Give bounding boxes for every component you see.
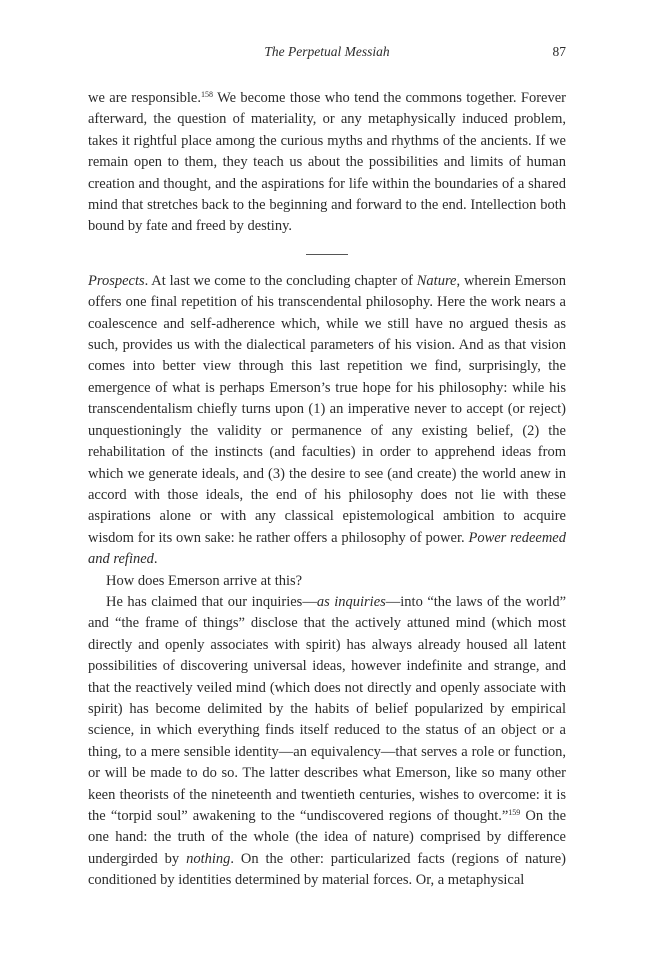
paragraph-1-text-a: we are responsible.: [88, 90, 201, 106]
section-divider: [306, 254, 348, 255]
section-lead-prospects: Prospects: [88, 272, 145, 289]
paragraph-2-text-c: .: [153, 551, 158, 568]
running-title: The Perpetual Messiah: [264, 44, 390, 59]
paragraph-4-text-c: On the one hand: the truth of the whole (the idea of nature) comprised by difference undergirded by: [88, 808, 567, 867]
paragraph-4-text-b: —into “the laws of the world” and “the frame of things” disclose that the actively attuned mind (which most directly and openly associates with spirit) has always already housed all latent possibilities of discovering universal ideas, however indefinite and strange, and that the reactively veiled mind (which does not directly and openly associate with spirit) has become delimited by the habits of belief popularized by empirical science, in which everything finds itself reduced to the status of an object or a thing, to a mere sensible identity—an equivalency—that serves a role or function, or will be made to do so. The latter describes what Emerson, like so many other keen theorists of the nineteenth and twentieth centuries, wishes to overcome: it is the “torpid soul” awakening to the “undiscovered regions of thought.”: [88, 593, 567, 824]
footnote-ref-158: 158: [200, 90, 213, 99]
paragraph-2-text-b: , wherein Emerson offers one final repetition of his transcendental philosophy. Here the work nears a coalescence and self-adherence which, while we still have no argued thesis as such, provides us with the dialectical parameters of his vision. And as that vision comes into better view through this last repetition we find, surprisingly, the emergence of what is perhaps Emerson’s true hope for his philosophy: while his transcendentalism chiefly turns upon (1) an imperative never to accept (or reject) unquestioningly the validity or permanence of any existing belief, (2) the rehabilitation of the instincts (and faculties) in order to apprehend ideas from which we generate ideals, and (3) the desire to see (and create) the world anew in accord with those ideals, the end of his philosophy does not lie with these aspirations alone or with any classical epistemological ambition to acquire wisdom for its own sake: he rather offers a philosophy of power.: [88, 272, 566, 546]
paragraph-4-emphasis-b: nothing: [186, 850, 231, 867]
footnote-ref-159: 159: [508, 808, 521, 817]
paragraph-2-emphasis: Power redeemed and refined: [88, 529, 566, 568]
paragraph-4: [88, 592, 566, 892]
body-text: [88, 88, 566, 892]
paragraph-1-text-b: We become those who tend the commons together. Forever afterward, the question of materiality, or any metaphysically induced problem, takes it rightful place among the curious myths and rhythms of the ancients. If we remain open to them, they teach us about the possibilities and limits of human creation and thought, and the aspirations for life within the boundaries of a shared mind that stretches back to the beginning and forward to the end. Intellection both bound by fate and freed by destiny.: [88, 90, 566, 235]
page-number: 87: [552, 44, 566, 59]
paragraph-3: How does Emerson arrive at this?: [106, 572, 303, 589]
paragraph-2-text-a: . At last we come to the concluding chapter of: [144, 272, 417, 289]
book-title-nature: Nature: [416, 272, 457, 289]
running-head: [88, 44, 566, 64]
paragraph-4-text-a: He has claimed that our inquiries—: [106, 593, 317, 610]
paragraph-1: [88, 88, 566, 238]
paragraph-4-emphasis-a: as inquiries: [316, 593, 386, 610]
paragraph-4-text-d: . On the other: particularized facts (regions of nature) conditioned by identities determined by material forces. Or, a metaphysical: [88, 850, 567, 889]
paragraph-2: [88, 271, 566, 571]
